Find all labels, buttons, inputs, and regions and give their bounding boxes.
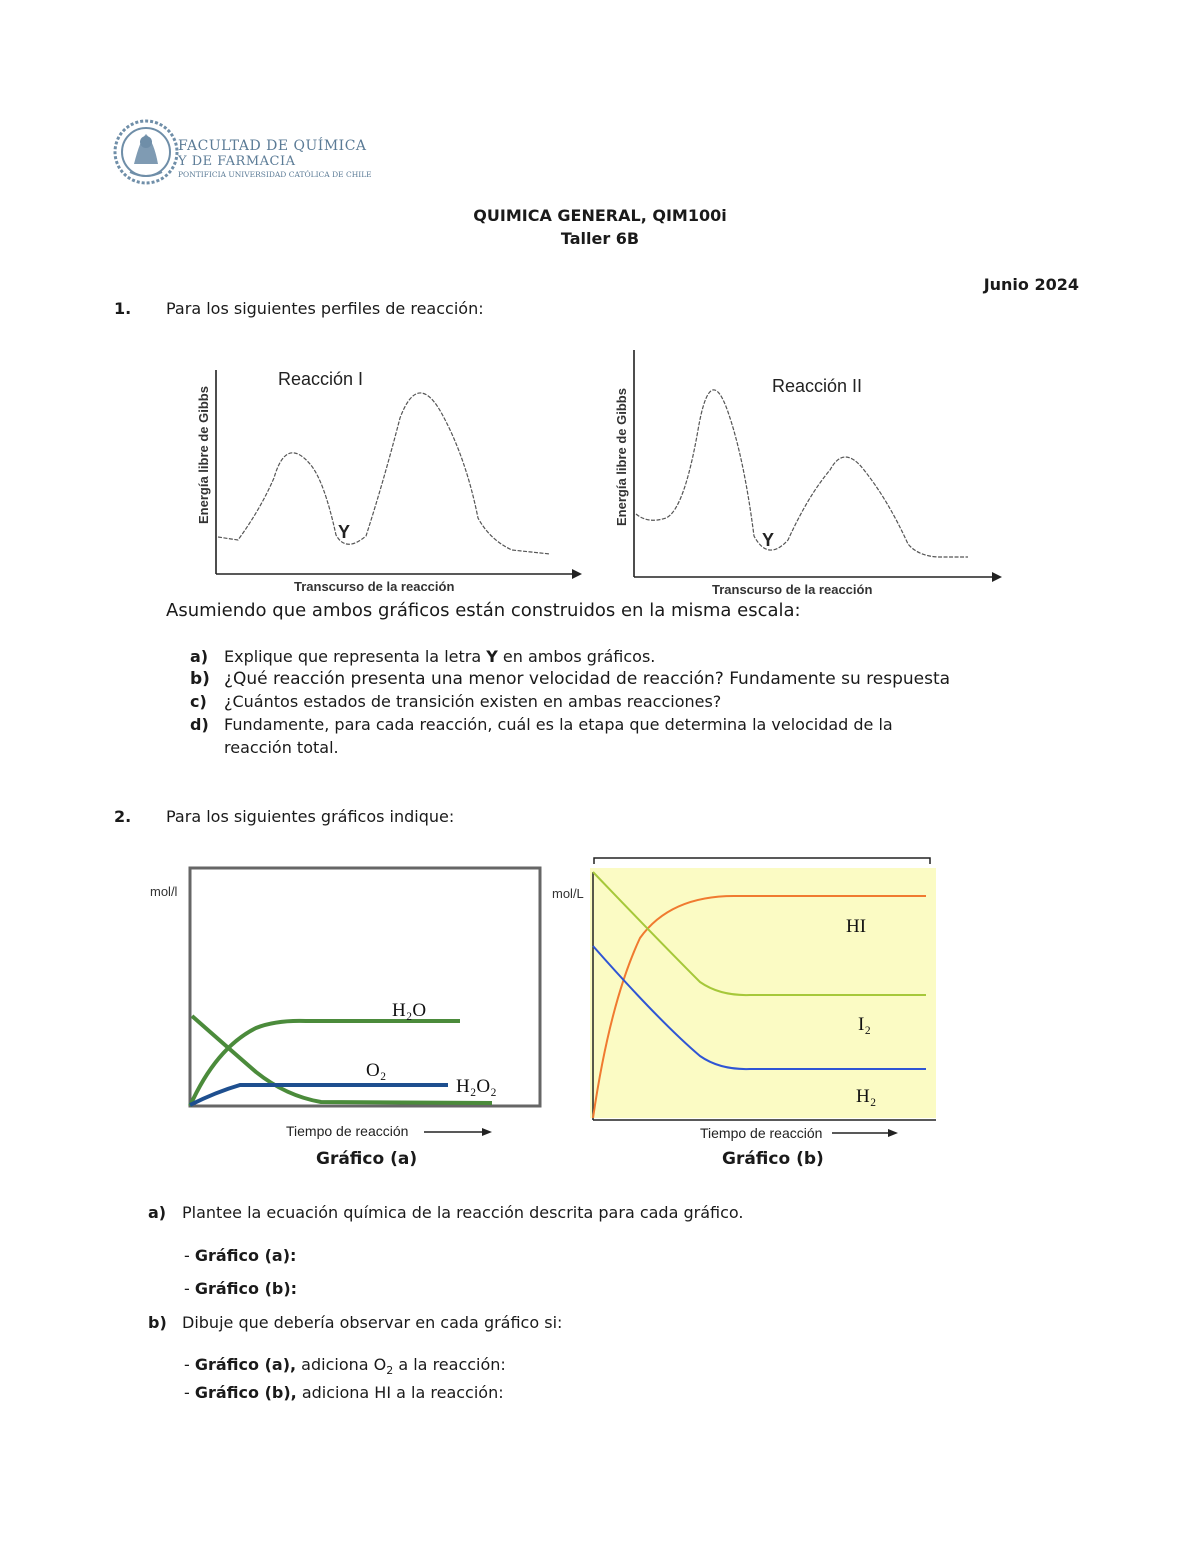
question-1-prompt: Para los siguientes perfiles de reacción: — [166, 299, 484, 318]
q2-item-b-label: b) — [148, 1313, 167, 1332]
graph-a-label-o2: O₂ — [366, 1060, 387, 1081]
graph-a-caption: Gráfico (a) — [316, 1149, 418, 1169]
reaction-I-title: Reacción I — [278, 369, 364, 389]
graph-a-xlabel: Tiempo de reacción — [286, 1123, 409, 1139]
question-1-number: 1. — [114, 299, 132, 318]
q1-item-a-label: a) — [190, 647, 209, 666]
graph-b-label-i2: I₂ — [858, 1014, 871, 1035]
logo-line-3: PONTIFICIA UNIVERSIDAD CATÓLICA DE CHILE — [178, 170, 372, 179]
graph-b-x-arrowhead — [888, 1129, 898, 1137]
graph-b-label-hi: HI — [846, 916, 867, 937]
date: Junio 2024 — [983, 275, 1079, 294]
reaction-II-chart — [608, 340, 1008, 600]
q1-item-b: b) ¿Qué reacción presenta una menor velocidad de reacción? Fundamente su respuesta — [190, 669, 951, 689]
graph-a — [146, 858, 546, 1148]
reaction-II-ylabel: Energía libre de Gibbs — [614, 388, 629, 526]
graph-a-h2o2-curve — [192, 1016, 492, 1103]
reaction-I-ylabel: Energía libre de Gibbs — [196, 386, 211, 524]
graph-b — [550, 852, 970, 1152]
question-2-prompt: Para los siguientes gráficos indique: — [166, 807, 455, 826]
q1-item-b-label: b) — [190, 669, 210, 689]
logo-line-1: FACULTAD DE QUÍMICA — [178, 138, 367, 154]
reaction-II-xlabel: Transcurso de la reacción — [712, 582, 873, 597]
graph-b-xlabel: Tiempo de reacción — [700, 1125, 823, 1141]
q2-item-a-sub1: - Gráfico (a): — [184, 1246, 297, 1265]
q2-item-b-sub2: - Gráfico (b), adiciona HI a la reacción: — [184, 1383, 504, 1402]
reaction-I-curve — [218, 393, 550, 554]
reaction-II-curve — [636, 390, 968, 557]
q1-item-c-label: c) — [190, 692, 207, 711]
reaction-II-x-arrow — [992, 572, 1002, 582]
q1-item-a: a) Explique que representa la letra Y en ambos gráficos. — [190, 647, 656, 666]
graph-a-label-h2o2: H₂O₂ — [456, 1076, 497, 1097]
graph-a-h2o-curve — [190, 1021, 460, 1106]
graph-a-frame — [190, 868, 540, 1106]
q2-item-a-sub2: - Gráfico (b): — [184, 1279, 298, 1298]
q1-item-c: c) ¿Cuántos estados de transición existen en ambas reacciones? — [190, 692, 722, 711]
reaction-I-x-arrow — [572, 569, 582, 579]
course-title: QUIMICA GENERAL, QIM100i — [473, 206, 727, 225]
graph-b-ylabel: mol/L — [552, 886, 584, 901]
question-2-number: 2. — [114, 807, 132, 826]
graph-b-label-h2: H₂ — [856, 1086, 877, 1107]
q1-item-d: d) Fundamente, para cada reacción, cuál es la etapa que determina la velocidad de la — [190, 715, 893, 734]
reaction-I-marker: Y — [338, 522, 351, 542]
graph-a-label-h2o: H₂O — [392, 1000, 427, 1021]
reaction-I-chart — [190, 340, 590, 600]
faculty-logo — [112, 112, 412, 194]
workshop-title: Taller 6B — [560, 229, 640, 248]
graph-b-bracket — [594, 858, 930, 864]
reaction-II-title: Reacción II — [772, 376, 863, 396]
q2-item-a-label: a) — [148, 1203, 167, 1222]
reaction-I-xlabel: Transcurso de la reacción — [294, 579, 455, 594]
q2-item-b-sub1: - Gráfico (a), adiciona $O_2$ a la reacción: — [184, 1355, 506, 1378]
seal-icon — [112, 112, 182, 192]
graph-b-caption: Gráfico (b) — [722, 1149, 824, 1169]
reaction-II-marker: Y — [762, 530, 775, 550]
q2-item-b: b) Dibuje que debería observar en cada gráfico si: — [148, 1313, 563, 1332]
q1-item-d-label: d) — [190, 715, 209, 734]
q1-item-d-continued: reacción total. — [224, 738, 339, 757]
graph-a-ylabel: mol/l — [150, 884, 178, 899]
graph-b-background — [590, 868, 936, 1118]
q2-item-a: a) Plantee la ecuación química de la reacción descrita para cada gráfico. — [148, 1203, 744, 1222]
logo-line-2: Y DE FARMACIA — [178, 154, 296, 169]
assumption-text: Asumiendo que ambos gráficos están construidos en la misma escala: — [166, 600, 801, 621]
graph-a-x-arrowhead — [482, 1128, 492, 1136]
